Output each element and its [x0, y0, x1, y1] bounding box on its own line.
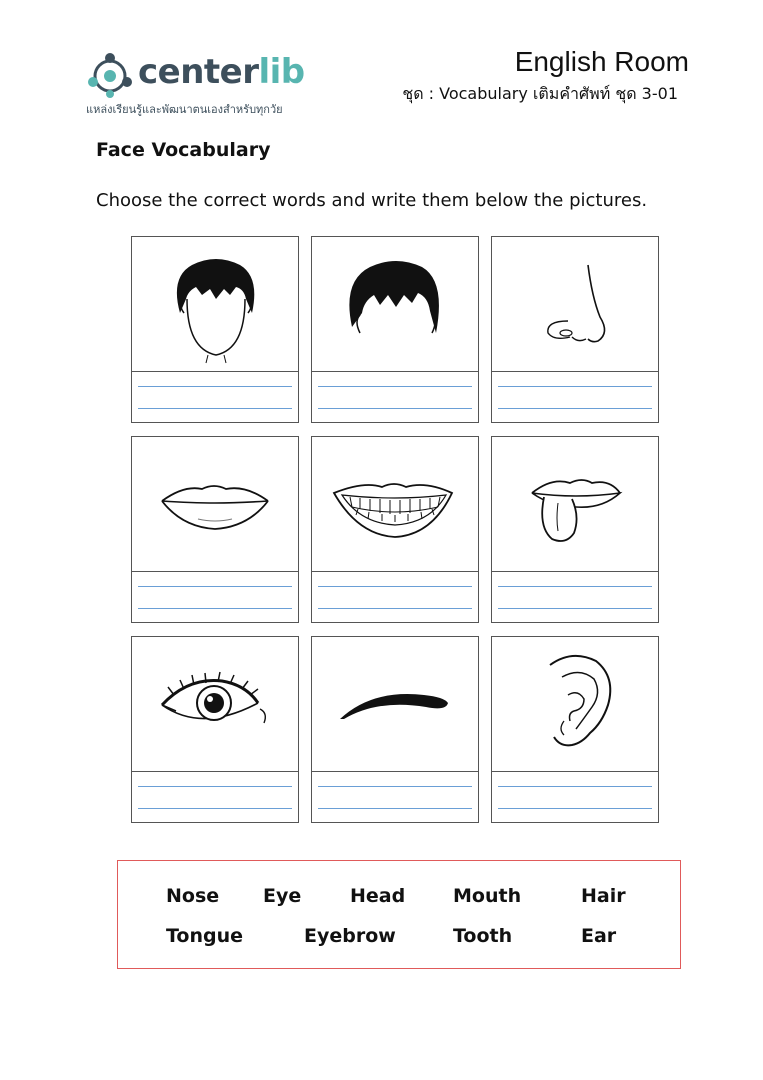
answer-line[interactable]	[138, 608, 292, 609]
answer-line[interactable]	[138, 408, 292, 409]
word-bank-item: Nose	[166, 885, 220, 907]
tongue-icon	[492, 437, 658, 572]
centerlib-logo	[86, 50, 326, 120]
picture-card	[131, 236, 299, 423]
answer-line[interactable]	[138, 786, 292, 787]
logo-mark-icon	[86, 52, 134, 100]
word-bank-item: Mouth	[453, 885, 522, 907]
picture-card	[311, 236, 479, 423]
page-subtitle: ชุด : Vocabulary เติมคำศัพท์ ชุด 3-01	[402, 84, 678, 103]
picture-card	[131, 636, 299, 823]
word-bank-item: Eye	[263, 885, 302, 907]
word-bank-item: Tongue	[166, 925, 244, 947]
answer-line[interactable]	[318, 386, 472, 387]
answer-line[interactable]	[498, 808, 652, 809]
teeth-icon	[312, 437, 478, 572]
lips-icon	[132, 437, 298, 572]
logo-wordmark-part1: center	[138, 52, 259, 92]
logo-tagline: แหล่งเรียนรู้และพัฒนาตนเองสำหรับทุกวัย	[86, 103, 283, 116]
worksheet-heading: Face Vocabulary	[96, 139, 271, 161]
answer-line[interactable]	[498, 408, 652, 409]
picture-card	[131, 436, 299, 623]
logo-wordmark-part2: lib	[258, 52, 305, 92]
ear-icon	[492, 637, 658, 772]
page-title: English Room	[514, 46, 689, 77]
answer-line[interactable]	[318, 786, 472, 787]
face-icon	[132, 237, 298, 372]
picture-card	[491, 436, 659, 623]
logo-wordmark	[138, 52, 305, 92]
answer-line[interactable]	[138, 586, 292, 587]
answer-line[interactable]	[498, 608, 652, 609]
nose-icon	[492, 237, 658, 372]
answer-line[interactable]	[498, 786, 652, 787]
answer-line[interactable]	[498, 386, 652, 387]
answer-line[interactable]	[318, 408, 472, 409]
picture-card	[491, 236, 659, 423]
eye-icon	[132, 637, 298, 772]
answer-line[interactable]	[318, 808, 472, 809]
worksheet-instruction: Choose the correct words and write them below the pictures.	[96, 190, 648, 211]
answer-line[interactable]	[318, 608, 472, 609]
answer-line[interactable]	[318, 586, 472, 587]
hair-icon	[312, 237, 478, 372]
answer-line[interactable]	[138, 808, 292, 809]
picture-card	[311, 636, 479, 823]
answer-line[interactable]	[138, 386, 292, 387]
picture-card	[491, 636, 659, 823]
word-bank-item: Tooth	[453, 925, 513, 947]
word-bank	[117, 860, 681, 969]
word-bank-item: Hair	[581, 885, 626, 907]
word-bank-item: Head	[350, 885, 406, 907]
answer-line[interactable]	[498, 586, 652, 587]
picture-card	[311, 436, 479, 623]
word-bank-item: Eyebrow	[304, 925, 396, 947]
word-bank-item: Ear	[581, 925, 617, 947]
picture-grid	[131, 236, 661, 826]
eyebrow-icon	[312, 637, 478, 772]
